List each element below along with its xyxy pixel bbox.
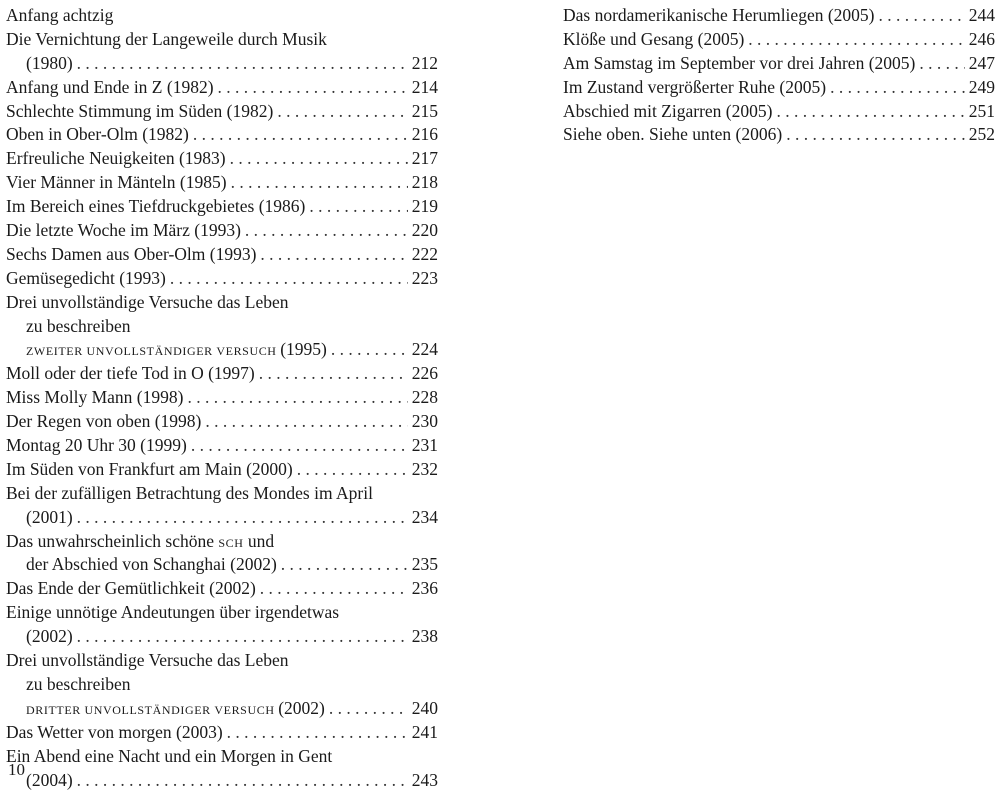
toc-entry-text: Einige unnötige Andeutungen über irgendetwas bbox=[6, 602, 340, 623]
toc-entry-text: Montag 20 Uhr 30 (1999) bbox=[6, 435, 187, 456]
dot-leader bbox=[187, 386, 407, 410]
toc-page-number: 252 bbox=[968, 124, 995, 145]
toc-entry-text: Drei unvollständige Versuche das Leben bbox=[6, 291, 289, 312]
toc-page-number: 215 bbox=[411, 100, 438, 121]
toc-page-number: 217 bbox=[411, 148, 438, 169]
toc-page-number: 235 bbox=[411, 554, 438, 575]
toc-page-number: 214 bbox=[411, 76, 438, 97]
toc-page-number: 219 bbox=[411, 196, 438, 217]
toc-entry-text: Bei der zufälligen Betrachtung des Mondes im April bbox=[6, 482, 373, 503]
toc-entry-title bbox=[6, 171, 438, 195]
toc-entry bbox=[563, 76, 995, 100]
toc-entry-text: Die Vernichtung der Langeweile durch Musik bbox=[6, 28, 327, 49]
toc-entry-text: Schlechte Stimmung im Süden (1982) bbox=[6, 100, 274, 121]
toc-entry-text: Das unwahrscheinlich schöne sch und bbox=[6, 530, 275, 551]
dot-leader bbox=[879, 4, 965, 28]
toc-entry-text: Abschied mit Zigarren (2005) bbox=[563, 100, 773, 121]
dot-leader bbox=[218, 76, 408, 100]
toc-entry-text: Gemüsegedicht (1993) bbox=[6, 267, 166, 288]
toc-page-number: 212 bbox=[411, 52, 438, 73]
toc-entry-text: Das Wetter von morgen (2003) bbox=[6, 721, 223, 742]
toc-entry-title bbox=[6, 482, 438, 506]
toc-entry-text: Im Bereich eines Tiefdruckgebietes (1986) bbox=[6, 196, 306, 217]
toc-entry-title bbox=[6, 434, 438, 458]
dot-leader bbox=[748, 28, 964, 52]
toc-entry-text: Moll oder der tiefe Tod in O (1997) bbox=[6, 363, 255, 384]
dot-leader bbox=[191, 434, 408, 458]
toc-entry bbox=[6, 410, 438, 434]
toc-entry-title bbox=[6, 458, 438, 482]
toc-entry-text: Anfang achtzig bbox=[6, 5, 114, 25]
toc-entry bbox=[6, 601, 438, 649]
page-number: 10 bbox=[8, 760, 25, 779]
toc-entry-text: Erfreuliche Neuigkeiten (1983) bbox=[6, 148, 226, 169]
toc-entry-title bbox=[6, 100, 438, 124]
toc-entry-text: Die letzte Woche im März (1993) bbox=[6, 220, 241, 241]
toc-entry-title bbox=[6, 601, 438, 625]
toc-entry-text: Ein Abend eine Nacht und ein Morgen in Gent bbox=[6, 745, 333, 766]
dot-leader bbox=[329, 697, 408, 721]
toc-entry bbox=[6, 362, 438, 386]
toc-page-number: 223 bbox=[411, 267, 438, 288]
toc-entry-continuation bbox=[6, 769, 438, 793]
toc-entry-title bbox=[6, 577, 438, 601]
toc-entry-text: (1980) bbox=[26, 52, 73, 73]
toc-entry-continuation bbox=[6, 625, 438, 649]
toc-entry bbox=[6, 219, 438, 243]
toc-column-right bbox=[563, 4, 995, 147]
toc-entry-continuation bbox=[6, 338, 438, 362]
toc-entry bbox=[6, 482, 438, 530]
toc-entry bbox=[6, 76, 438, 100]
toc-entry-text: zu beschreiben bbox=[26, 315, 131, 336]
toc-entry bbox=[563, 4, 995, 28]
toc-entry-text: Miss Molly Mann (1998) bbox=[6, 387, 184, 408]
toc-page-number: 228 bbox=[411, 387, 438, 408]
toc-entry-title bbox=[6, 267, 438, 291]
toc-entry-text: Im Süden von Frankfurt am Main (2000) bbox=[6, 458, 293, 479]
toc-entry bbox=[6, 4, 438, 28]
toc-entry-text: zweiter unvollständiger versuch (1995) bbox=[26, 339, 327, 360]
toc-page-number: 240 bbox=[411, 697, 438, 718]
toc-page-number: 243 bbox=[411, 769, 438, 790]
toc-entry-title bbox=[6, 291, 438, 315]
toc-entry-continuation bbox=[6, 506, 438, 530]
dot-leader bbox=[281, 553, 408, 577]
toc-entry-title bbox=[563, 4, 995, 28]
toc-page-number: 244 bbox=[968, 5, 995, 25]
toc-page-number: 236 bbox=[411, 578, 438, 599]
toc-entry bbox=[6, 577, 438, 601]
dot-leader bbox=[245, 219, 408, 243]
toc-entry bbox=[563, 123, 995, 147]
dot-leader bbox=[259, 362, 408, 386]
toc-entry-text: Oben in Ober-Olm (1982) bbox=[6, 124, 189, 145]
toc-entry bbox=[6, 386, 438, 410]
toc-entry bbox=[563, 52, 995, 76]
toc-entry-text: Im Zustand vergrößerter Ruhe (2005) bbox=[563, 76, 827, 97]
dot-leader bbox=[297, 458, 408, 482]
toc-entry bbox=[6, 434, 438, 458]
toc-entry-text: Das Ende der Gemütlichkeit (2002) bbox=[6, 578, 256, 599]
toc-entry-text: Drei unvollständige Versuche das Leben bbox=[6, 650, 289, 671]
toc-entry-title bbox=[6, 362, 438, 386]
toc-page-number: 249 bbox=[968, 76, 995, 97]
toc-entry-title bbox=[6, 530, 438, 554]
toc-page-number: 251 bbox=[968, 100, 995, 121]
dot-leader bbox=[786, 123, 965, 147]
toc-entry-title bbox=[6, 4, 438, 28]
dot-leader bbox=[277, 100, 407, 124]
toc-page-number: 232 bbox=[411, 458, 438, 479]
toc-column-left bbox=[6, 4, 438, 792]
toc-entry bbox=[6, 291, 438, 363]
toc-page-number: 224 bbox=[411, 339, 438, 360]
toc-entry-title bbox=[563, 76, 995, 100]
toc-entry bbox=[563, 100, 995, 124]
toc-entry bbox=[563, 28, 995, 52]
toc-entry-title bbox=[563, 28, 995, 52]
toc-entry-title bbox=[6, 76, 438, 100]
toc-entry-text: (2001) bbox=[26, 506, 73, 527]
toc-entry bbox=[6, 721, 438, 745]
toc-entry bbox=[6, 171, 438, 195]
dot-leader bbox=[193, 123, 408, 147]
toc-entry-text: zu beschreiben bbox=[26, 673, 131, 694]
toc-page-number: 218 bbox=[411, 172, 438, 193]
toc-page-number: 241 bbox=[411, 721, 438, 742]
dot-leader bbox=[776, 100, 964, 124]
toc-page-number: 216 bbox=[411, 124, 438, 145]
toc-page-number: 234 bbox=[411, 506, 438, 527]
dot-leader bbox=[830, 76, 965, 100]
toc-entry bbox=[6, 243, 438, 267]
toc-entry-text: Siehe oben. Siehe unten (2006) bbox=[563, 124, 783, 145]
toc-page-number: 226 bbox=[411, 363, 438, 384]
toc-page-number: 230 bbox=[411, 411, 438, 432]
toc-entry-continuation bbox=[6, 52, 438, 76]
toc-entry bbox=[6, 267, 438, 291]
dot-leader bbox=[77, 769, 408, 793]
dot-leader bbox=[919, 52, 964, 76]
toc-page-number: 222 bbox=[411, 243, 438, 264]
toc-entry-continuation bbox=[6, 553, 438, 577]
toc-page-number: 247 bbox=[968, 52, 995, 73]
toc-entry-title bbox=[6, 195, 438, 219]
dot-leader bbox=[77, 52, 408, 76]
toc-page-number: 238 bbox=[411, 626, 438, 647]
toc-page-number: 231 bbox=[411, 435, 438, 456]
toc-entry-title bbox=[6, 649, 438, 673]
toc-entry bbox=[6, 745, 438, 793]
toc-entry bbox=[6, 28, 438, 76]
dot-leader bbox=[309, 195, 407, 219]
toc-entry-continuation bbox=[6, 673, 438, 697]
toc-entry-title bbox=[6, 123, 438, 147]
toc-entry bbox=[6, 100, 438, 124]
toc-entry bbox=[6, 195, 438, 219]
toc-entry-text: Vier Männer in Mänteln (1985) bbox=[6, 172, 227, 193]
toc-entry bbox=[6, 147, 438, 171]
toc-entry-text: Der Regen von oben (1998) bbox=[6, 411, 202, 432]
toc-entry-title bbox=[563, 123, 995, 147]
toc-entry-text: (2004) bbox=[26, 769, 73, 790]
toc-entry-text: der Abschied von Schanghai (2002) bbox=[26, 554, 277, 575]
dot-leader bbox=[227, 721, 408, 745]
toc-entry-text: (2002) bbox=[26, 626, 73, 647]
toc-entry-text: Am Samstag im September vor drei Jahren (2005) bbox=[563, 52, 916, 73]
dot-leader bbox=[77, 506, 408, 530]
toc-entry-title bbox=[6, 745, 438, 769]
dot-leader bbox=[230, 147, 408, 171]
dot-leader bbox=[260, 577, 408, 601]
dot-leader bbox=[231, 171, 408, 195]
toc-page-number: 220 bbox=[411, 220, 438, 241]
dot-leader bbox=[260, 243, 407, 267]
toc-entry bbox=[6, 458, 438, 482]
toc-page-number: 246 bbox=[968, 28, 995, 49]
toc-entry-title bbox=[6, 147, 438, 171]
dot-leader bbox=[205, 410, 407, 434]
dot-leader bbox=[170, 267, 408, 291]
toc-entry-title bbox=[6, 243, 438, 267]
toc-entry-title bbox=[6, 219, 438, 243]
toc-entry-text: Das nordamerikanische Herumliegen (2005) bbox=[563, 5, 875, 25]
toc-entry-text: Sechs Damen aus Ober-Olm (1993) bbox=[6, 243, 257, 264]
toc-entry-continuation bbox=[6, 697, 438, 721]
toc-entry-title bbox=[563, 52, 995, 76]
dot-leader bbox=[77, 625, 408, 649]
toc-entry bbox=[6, 123, 438, 147]
toc-entry-title bbox=[6, 410, 438, 434]
toc-entry-title bbox=[6, 721, 438, 745]
toc-entry-text: Klöße und Gesang (2005) bbox=[563, 28, 745, 49]
toc-entry-title bbox=[6, 386, 438, 410]
toc-entry-continuation bbox=[6, 315, 438, 339]
toc-entry-text: Anfang und Ende in Z (1982) bbox=[6, 76, 214, 97]
toc-entry-title bbox=[563, 100, 995, 124]
toc-entry-text: dritter unvollständiger versuch (2002) bbox=[26, 697, 325, 718]
toc-entry bbox=[6, 530, 438, 578]
toc-entry bbox=[6, 649, 438, 721]
dot-leader bbox=[331, 338, 408, 362]
toc-entry-title bbox=[6, 28, 438, 52]
